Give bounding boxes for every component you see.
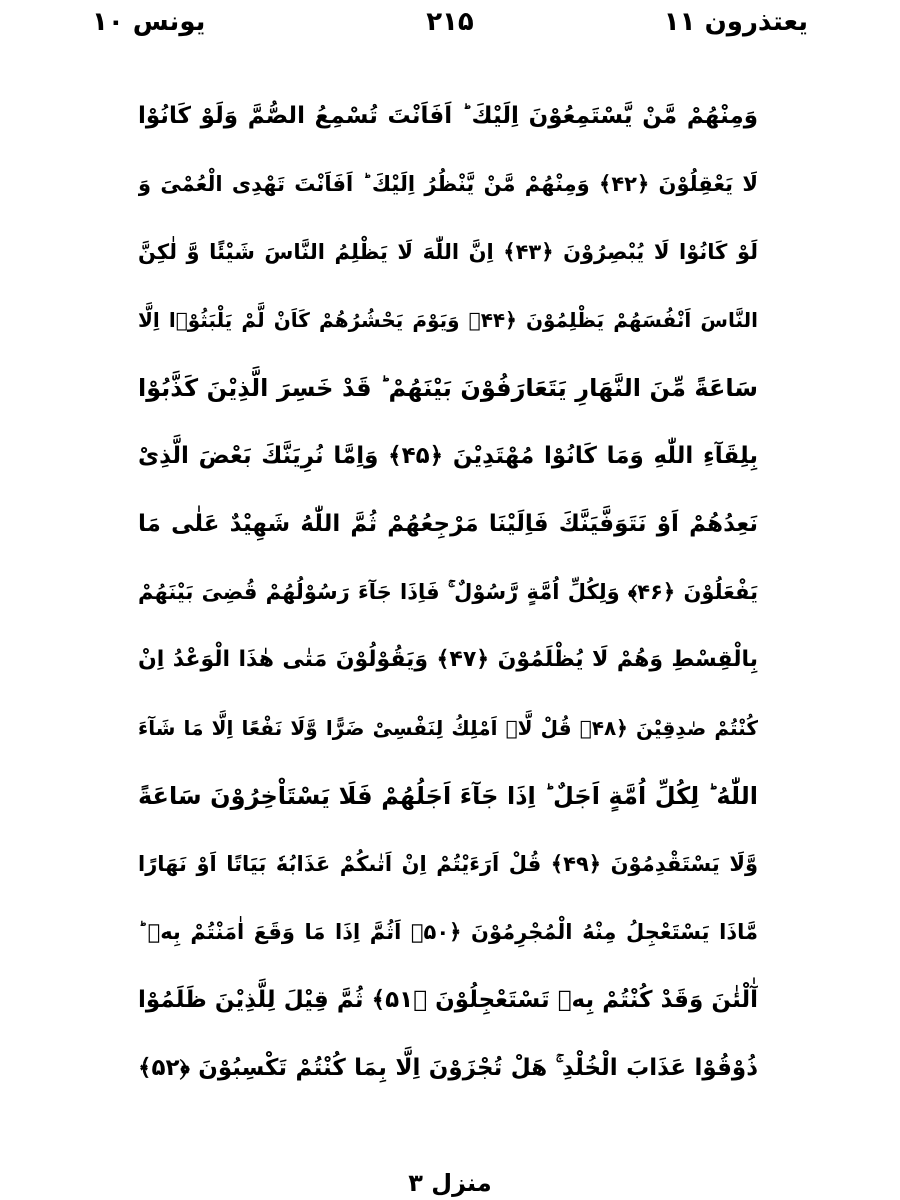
text-line-1: وَمِنْهُمْ مَّنْ يَّسْتَمِعُوْنَ اِلَيْكَ ؕ اَفَاَنْتَ تُسْمِعُ الصُّمَّ وَلَوْ كَانُوْا xyxy=(138,103,758,129)
text-line-15: ذُوْقُوْا عَذَابَ الْخُلْدِ ۚ هَلْ تُجْزَوْنَ اِلَّا بِمَا كُنْتُمْ تَكْسِبُوْنَ ﴿۵۲﴾ xyxy=(138,1055,758,1081)
text-line-4: النَّاسَ اَنْفُسَهُمْ يَظْلِمُوْنَ ﴿۴۴﴾ وَيَوْمَ يَحْشُرُهُمْ كَاَنْ لَّمْ يَلْبَثُوْۤا اِلَّا xyxy=(138,308,758,332)
text-line-11: اللّٰهُ ؕ لِكُلِّ اُمَّةٍ اَجَلٌ ؕ اِذَا جَآءَ اَجَلُهُمْ فَلَا يَسْتَاْخِرُوْنَ سَاعَةً xyxy=(138,782,758,810)
para-title: یعتذرون ۱۱ xyxy=(663,7,808,37)
surah-title: یونس ۱۰ xyxy=(92,7,206,37)
text-line-13: مَّاذَا يَسْتَعْجِلُ مِنْهُ الْمُجْرِمُوْنَ ﴿۵۰﴾ اَثُمَّ اِذَا مَا وَقَعَ اٰمَنْتُمْ بِهٖ ؕ xyxy=(138,920,758,944)
text-line-10: كُنْتُمْ صٰدِقِيْنَ ﴿۴۸﴾ قُلْ لَّاۤ اَمْلِكُ لِنَفْسِىْ ضَرًّا وَّلَا نَفْعًا اِلَّا مَا شَآءَ xyxy=(138,716,758,740)
text-line-3: لَوْ كَانُوْا لَا يُبْصِرُوْنَ ﴿۴۳﴾ اِنَّ اللّٰهَ لَا يَظْلِمُ النَّاسَ شَيْئًا وَّ لٰكِنَّ xyxy=(138,240,758,264)
manzil-footer: منزل ۳ xyxy=(408,1169,492,1197)
page-header xyxy=(0,4,900,44)
page-number: ۲۱۵ xyxy=(426,7,474,37)
text-line-8: يَفْعَلُوْنَ ﴿۴۶﴾ وَلِكُلِّ اُمَّةٍ رَّسُوْلٌ ۚ فَاِذَا جَآءَ رَسُوْلُهُمْ قُضِىَ بَيْنَهُمْ xyxy=(138,580,758,604)
text-line-6: بِلِقَآءِ اللّٰهِ وَمَا كَانُوْا مُهْتَدِيْنَ ﴿۴۵﴾ وَاِمَّا نُرِيَنَّكَ بَعْضَ الَّذِىْ xyxy=(138,443,758,469)
text-line-12: وَّلَا يَسْتَقْدِمُوْنَ ﴿۴۹﴾ قُلْ اَرَءَيْتُمْ اِنْ اَتٰىكُمْ عَذَابُهٗ بَيَاتًا اَوْ نَهَارًا xyxy=(138,852,758,876)
text-line-2: لَا يَعْقِلُوْنَ ﴿۴۲﴾ وَمِنْهُمْ مَّنْ يَّنْظُرُ اِلَيْكَ ؕ اَفَاَنْتَ تَهْدِى الْعُمْىَ وَ xyxy=(138,172,758,196)
text-line-7: نَعِدُهُمْ اَوْ نَتَوَفَّيَنَّكَ فَاِلَيْنَا مَرْجِعُهُمْ ثُمَّ اللّٰهُ شَهِيْدٌ عَلٰى مَا xyxy=(138,511,758,537)
text-line-14: آٰلْئٰنَ وَقَدْ كُنْتُمْ بِهٖ تَسْتَعْجِلُوْنَ ﴿۵۱﴾ ثُمَّ قِيْلَ لِلَّذِيْنَ ظَلَمُوْا xyxy=(138,987,758,1013)
quran-text-block xyxy=(138,86,758,1096)
text-line-9: بِالْقِسْطِ وَهُمْ لَا يُظْلَمُوْنَ ﴿۴۷﴾ وَيَقُوْلُوْنَ مَتٰى هٰذَا الْوَعْدُ اِنْ xyxy=(138,647,758,672)
text-line-5: سَاعَةً مِّنَ النَّهَارِ يَتَعَارَفُوْنَ بَيْنَهُمْ ؕ قَدْ خَسِرَ الَّذِيْنَ كَذَّبُوْا xyxy=(138,374,758,402)
